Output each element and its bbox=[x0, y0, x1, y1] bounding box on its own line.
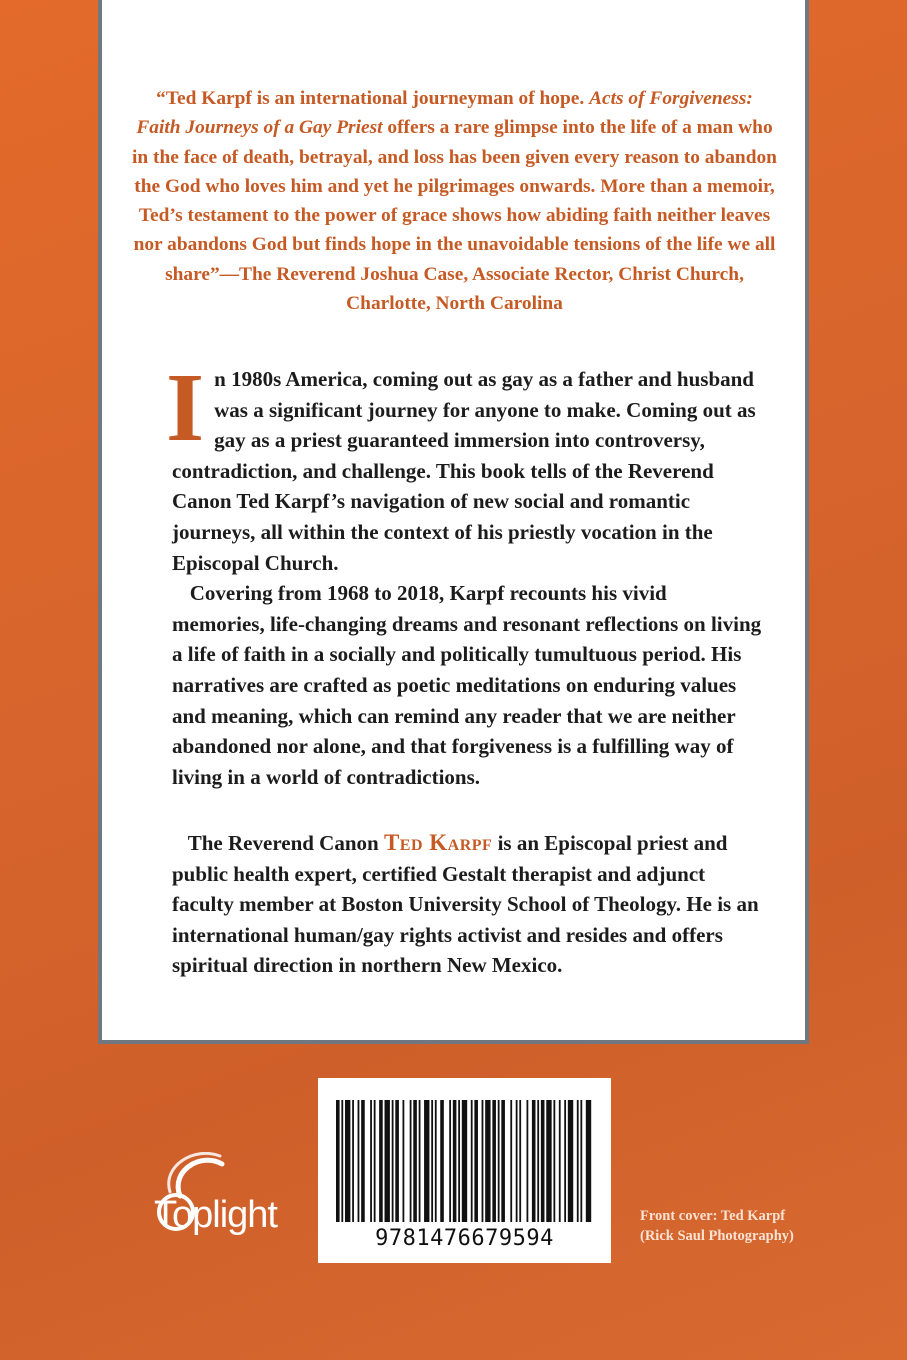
cover-credit-line-2: (Rick Saul Photography) bbox=[640, 1228, 794, 1244]
barcode-bar bbox=[462, 1100, 467, 1222]
barcode-bar bbox=[510, 1100, 512, 1222]
quote-text-1: “Ted Karpf is an international journeyman of hope. bbox=[156, 88, 590, 109]
quote-book-title-2: Faith Journeys of a Gay Priest bbox=[136, 117, 383, 139]
book-description bbox=[166, 354, 762, 792]
barcode-bar bbox=[453, 1100, 457, 1222]
barcode-bar bbox=[485, 1100, 490, 1222]
barcode-bar bbox=[471, 1100, 473, 1222]
cover-credit bbox=[640, 1206, 794, 1246]
author-bio bbox=[172, 828, 772, 981]
barcode-bar bbox=[501, 1100, 505, 1222]
barcode-bar bbox=[379, 1100, 383, 1222]
bio-text: is an Episcopal priest and public health expert, certified Gestalt therapist and adjunct faculty member at Boston University School of Theology. He is an international human/gay rights activist and resides and offers spiritual direction in northern New Mexico. bbox=[172, 831, 759, 978]
isbn-number: 9781476679594 bbox=[375, 1226, 554, 1251]
barcode-bar bbox=[586, 1100, 591, 1222]
publisher-name: Toplight bbox=[154, 1194, 277, 1236]
barcode-bar bbox=[527, 1100, 529, 1222]
quote-book-title-1: Acts of Forgiveness: bbox=[589, 88, 753, 109]
barcode-bar bbox=[474, 1100, 478, 1222]
endorsement-quote bbox=[132, 84, 777, 318]
barcode-bar bbox=[424, 1100, 429, 1222]
barcode-bar bbox=[532, 1100, 536, 1222]
barcode-bar bbox=[537, 1100, 539, 1222]
barcode-bar bbox=[392, 1100, 394, 1222]
barcode-bar bbox=[553, 1100, 555, 1222]
cover-credit-line-1: Front cover: Ted Karpf bbox=[640, 1208, 786, 1224]
barcode-bar bbox=[403, 1100, 405, 1222]
barcode-bar bbox=[568, 1100, 573, 1222]
barcode-bar bbox=[374, 1100, 376, 1222]
barcode-bar bbox=[546, 1100, 551, 1222]
barcode-bar bbox=[577, 1100, 579, 1222]
barcode-bar bbox=[449, 1100, 451, 1222]
barcode-bar bbox=[341, 1100, 343, 1222]
barcode-bar bbox=[431, 1100, 433, 1222]
barcode-bar bbox=[458, 1100, 460, 1222]
barcode-bar bbox=[385, 1100, 390, 1222]
barcode-bar bbox=[498, 1100, 500, 1222]
description-paragraph-1 bbox=[166, 354, 762, 578]
barcode-bar bbox=[559, 1100, 561, 1222]
barcode-bar bbox=[440, 1100, 444, 1222]
barcode-bar bbox=[492, 1100, 496, 1222]
description-paragraph-2-text: Covering from 1968 to 2018, Karpf recounts his vivid memories, life-changing dreams and resonant reflections on living a life of faith in a socially and politically tumultuous period. His narratives are crafted as poetic meditations on enduring values and meaning, which can remind any reader that we are neither abandoned nor alone, and that forgiveness is a fulfilling way of living in a world of contradictions. bbox=[172, 581, 762, 789]
barcode-bar bbox=[352, 1100, 354, 1222]
barcode-bar bbox=[519, 1100, 521, 1222]
quote-text-2: offers a rare glimpse into the life of a man bbox=[382, 117, 734, 139]
quote-text-3: who in the face of death, betrayal, and loss has been given every reason to abandon the God who loves him and yet he pilgrimages onwards. More than a memoir, Ted’s testament to the power of grace shows how abiding faith neither leaves nor abandons God but finds hope in the unavoidable tensions of the life we all share”—The Reverend Joshua Case, Associate Rector, Christ Church, Charlotte, North Carolina bbox=[132, 117, 777, 315]
barcode-bar bbox=[358, 1100, 360, 1222]
barcode-bar bbox=[370, 1100, 372, 1222]
author-name: Ted Karpf bbox=[383, 830, 493, 855]
barcode-bar bbox=[410, 1100, 412, 1222]
bio-prefix: The Reverend Canon bbox=[187, 831, 384, 855]
barcode-bar bbox=[482, 1100, 484, 1222]
barcode-bar bbox=[361, 1100, 365, 1222]
barcode-bar bbox=[580, 1100, 582, 1222]
drop-cap: I bbox=[166, 354, 205, 462]
barcode-bar bbox=[419, 1100, 421, 1222]
description-paragraph-1-text: n 1980s America, coming out as gay as a father and husband was a significant journey for anyone to make. Coming out as gay as a priest guaranteed immersion into controversy, contradiction, and challenge. This book tells of the Reverend Canon Ted Karpf’s navigation of new social and romantic journeys, all within the context of his priestly vocation in the Episcopal Church. bbox=[172, 367, 756, 575]
barcode-bar bbox=[541, 1100, 545, 1222]
barcode-bar bbox=[516, 1100, 518, 1222]
isbn-barcode bbox=[336, 1100, 593, 1222]
author-bio-paragraph bbox=[172, 828, 772, 981]
description-paragraph-2 bbox=[172, 578, 762, 792]
barcode-bar bbox=[345, 1100, 350, 1222]
barcode-bar bbox=[435, 1100, 437, 1222]
barcode-bar bbox=[564, 1100, 566, 1222]
barcode-box bbox=[318, 1078, 611, 1263]
barcode-bar bbox=[336, 1100, 340, 1222]
barcode-bar bbox=[413, 1100, 417, 1222]
barcode-bar bbox=[395, 1100, 399, 1222]
